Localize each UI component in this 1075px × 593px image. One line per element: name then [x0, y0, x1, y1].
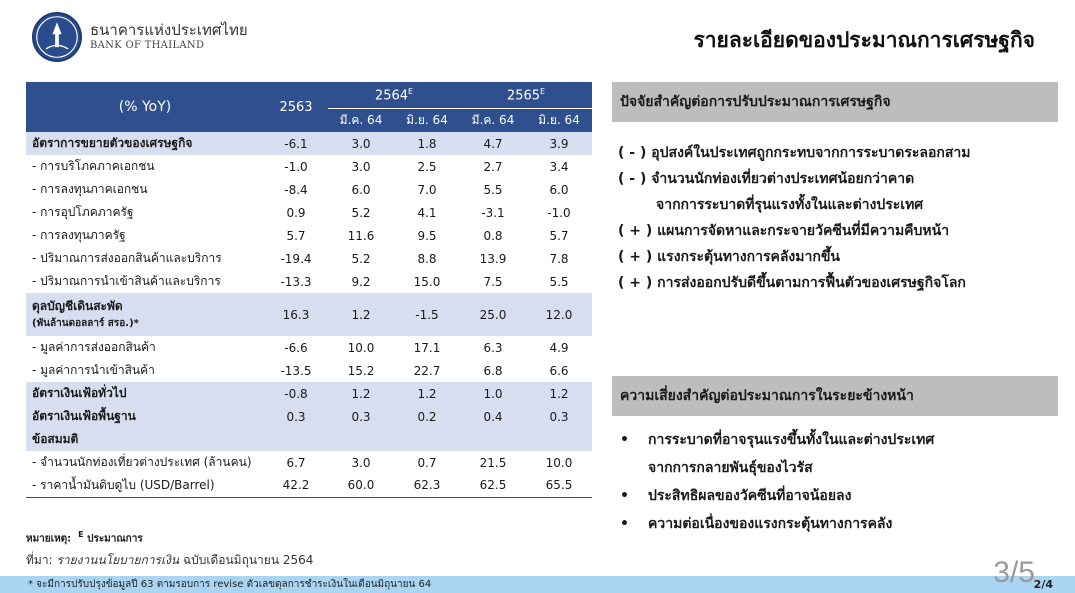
risk-item: • ประสิทธิผลของวัคซีนที่อาจน้อยลง — [618, 482, 1068, 510]
risk-item: • ความต่อเนื่องของแรงกระตุ้นทางการคลัง — [618, 510, 1068, 538]
factor-item: ( - ) อุปสงค์ในประเทศถูกกระทบจากการระบาดระลอกสาม — [618, 145, 971, 161]
table-row: - การอุปโภคภาครัฐ 0.9 5.2 4.1 -3.1 -1.0 — [32, 205, 571, 220]
page-number: 3/5 — [993, 556, 1035, 589]
risk-item-continuation: จากการกลายพันธุ์ของไวรัส — [648, 460, 813, 476]
sub-page-number: 2/4 — [1033, 578, 1053, 591]
table-row: - การลงทุนภาคเอกชน -8.4 6.0 7.0 5.5 6.0 — [32, 182, 569, 197]
table-row: - ปริมาณการนำเข้าสินค้าและบริการ -13.3 9.2 15.0 7.5 5.5 — [32, 274, 569, 289]
risks-heading: ความเสี่ยงสำคัญต่อประมาณการในระยะข้างหน้า — [612, 376, 1058, 416]
header-year-2565: $2565^E$ — [460, 82, 592, 108]
table-row: อัตราการขยายตัวของเศรษฐกิจ -6.1 3.0 1.8 4.7 3.9 — [26, 132, 592, 155]
footer-bar — [0, 576, 1075, 593]
factors-heading: ปัจจัยสำคัญต่อการปรับประมาณการเศรษฐกิจ — [612, 82, 1058, 122]
table-row: - ราคาน้ำมันดิบดูไบ (USD/Barrel) 42.2 60.0 62.3 62.5 65.5 — [26, 474, 592, 497]
header-sub-col: มิ.ย. 64 — [526, 108, 592, 132]
factor-item: ( + ) การส่งออกปรับดีขึ้นตามการฟื้นตัวของเศรษฐกิจโลก — [618, 275, 966, 291]
header-sub-col: มี.ค. 64 — [460, 108, 526, 132]
header-sub-col: มี.ค. 64 — [328, 108, 394, 132]
table-row: - ปริมาณการส่งออกสินค้าและบริการ -19.4 5.2 8.8 13.9 7.8 — [32, 251, 569, 266]
bank-name-english: BANK OF THAILAND — [90, 40, 205, 51]
table-row: ดุลบัญชีเดินสะพัด (พันล้านดอลลาร์ สรอ.)* 16.3 1.2 -1.5 25.0 12.0 — [26, 293, 592, 336]
risks-list — [618, 426, 1068, 538]
table-row: - มูลค่าการส่งออกสินค้า -6.6 10.0 17.1 6.3 4.9 — [32, 340, 569, 355]
table-row: อัตราเงินเฟ้อทั่วไป -0.8 1.2 1.2 1.0 1.2 — [26, 382, 592, 405]
bullet-icon: • — [620, 488, 629, 504]
bullet-icon: • — [620, 432, 629, 448]
table-note: หมายเหตุ: $^E$ ประมาณการ — [26, 530, 143, 545]
table-row: - จำนวนนักท่องเที่ยวต่างประเทศ (ล้านคน) 6.7 3.0 0.7 21.5 10.0 — [32, 455, 573, 470]
forecast-table — [26, 82, 592, 498]
factor-item: ( - ) จำนวนนักท่องเที่ยวต่างประเทศน้อยกว่าคาด — [618, 171, 915, 187]
factor-item: ( + ) แรงกระตุ้นทางการคลังมากขึ้น — [618, 249, 840, 265]
factors-list — [618, 140, 1068, 296]
table-source: ที่มา: รายงานนโยบายการเงิน ฉบับเดือนมิถุนายน 2564 — [26, 553, 314, 567]
footer-note: * จะมีการปรับปรุงข้อมูลปี 63 ตามรอบการ revise ตัวเลขดุลการชำระเงินในเดือนมิถุนายน 64 — [28, 579, 432, 590]
table-row: ข้อสมมติ — [26, 428, 592, 451]
bank-logo-icon — [32, 12, 82, 62]
table-row: - การลงทุนภาครัฐ 5.7 11.6 9.5 0.8 5.7 — [32, 228, 569, 243]
factor-item-continuation: จากการระบาดที่รุนแรงทั้งในและต่างประเทศ — [656, 197, 924, 213]
factor-item: ( + ) แผนการจัดหาและกระจายวัคซีนที่มีความคืบหน้า — [618, 223, 950, 239]
page-title: รายละเอียดของประมาณการเศรษฐกิจ — [693, 28, 1035, 52]
bullet-icon: • — [620, 516, 629, 532]
header-year-2564: $2564^E$ — [328, 82, 460, 108]
header-yoy: (% YoY) — [26, 82, 264, 132]
risk-item: • การระบาดที่อาจรุนแรงขึ้นทั้งในและต่างประเทศ — [618, 426, 1068, 454]
bank-name-thai: ธนาคารแห่งประเทศไทย — [90, 21, 248, 39]
header-year-2563: 2563 — [264, 82, 328, 132]
table-row: อัตราเงินเฟ้อพื้นฐาน 0.3 0.3 0.2 0.4 0.3 — [26, 405, 592, 428]
table-row: - มูลค่าการนำเข้าสินค้า -13.5 15.2 22.7 6.8 6.6 — [32, 363, 569, 378]
table-row: - การบริโภคภาคเอกชน -1.0 3.0 2.5 2.7 3.4 — [32, 159, 569, 174]
header-sub-col: มิ.ย. 64 — [394, 108, 460, 132]
